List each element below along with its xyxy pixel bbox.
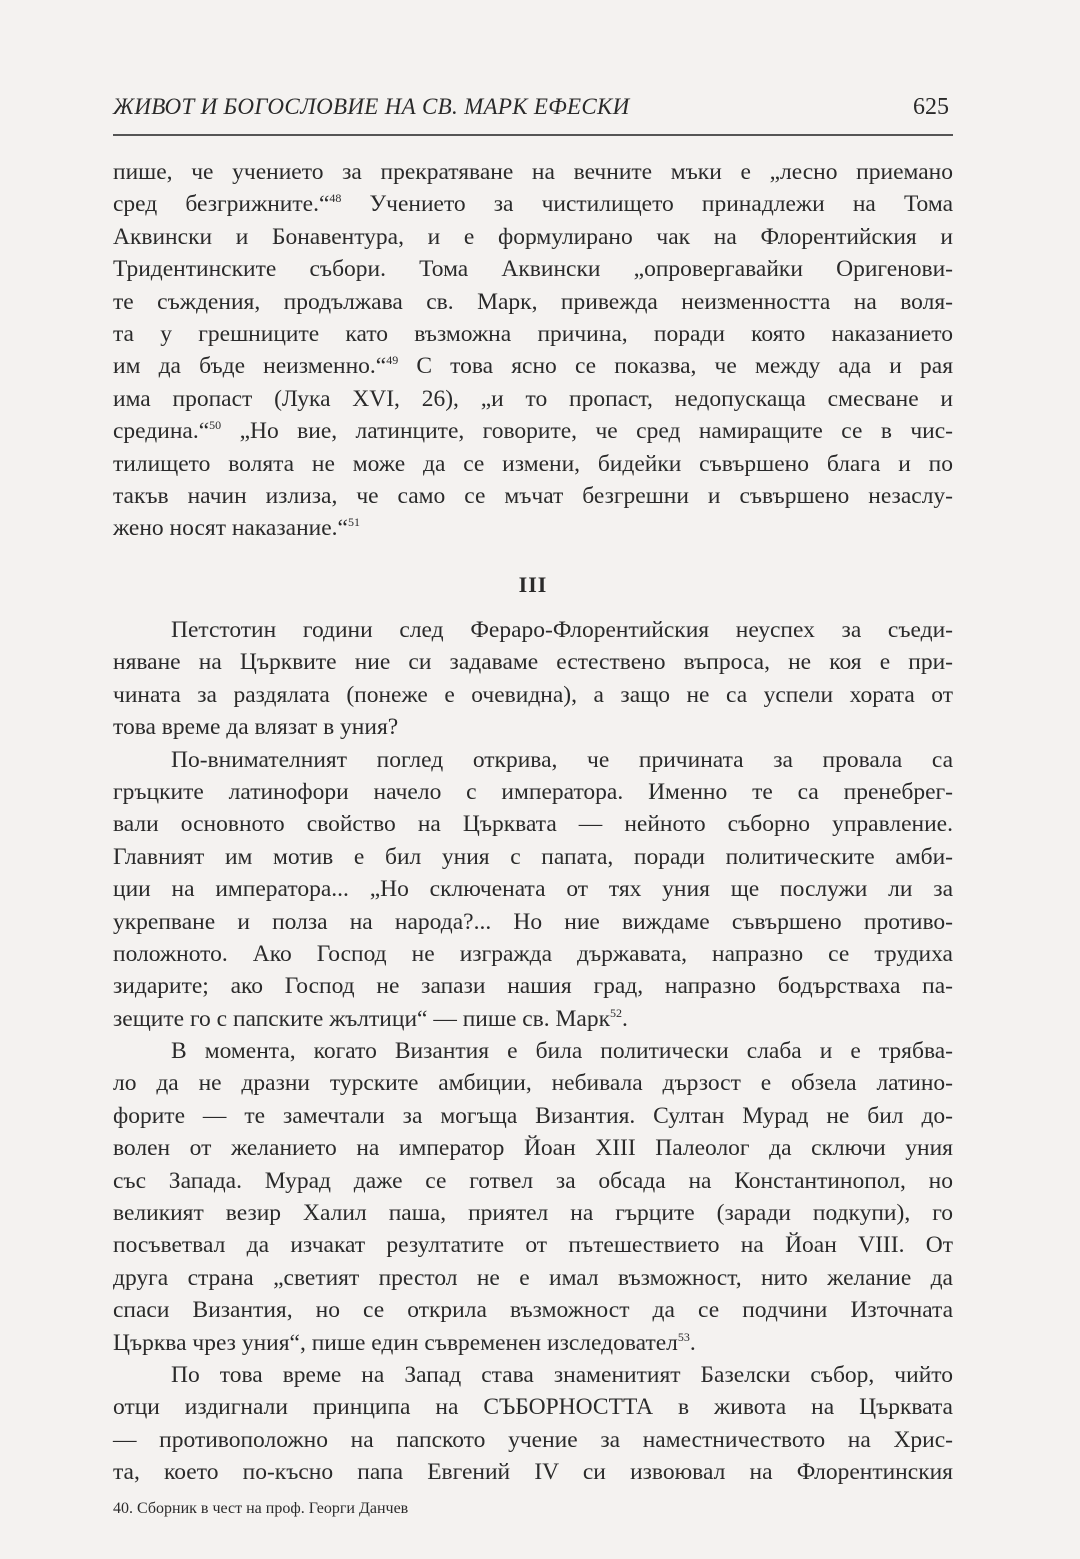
text-line [113,1229,953,1261]
text-line [113,415,953,447]
line-text-after-ref: С това ясно се показва, че между ада и рая [398,353,953,380]
text-line [113,1262,953,1294]
text-line [113,1424,953,1456]
line-text: гръцките латинофори начело с императора. Именно те са пренебрег- [113,778,953,805]
line-text: зидарите; ако Господ не запази нашия град, напразно бодърстваха па- [113,973,953,1000]
paragraph-4 [113,1035,953,1359]
text-line [113,1035,953,1067]
text-line [113,1327,953,1359]
text-line [113,1391,953,1423]
line-text: волен от желанието на император Йоан XIII Палеолог да сключи уния [113,1135,953,1162]
line-text: отци издигнали принципа на СЪБОРНОСТТА в живота на Църквата [113,1394,953,1421]
text-line [113,938,953,970]
line-text: посъветвал да изчакат резултатите от пътешествието на Йоан VIII. От [113,1232,953,1259]
text-line [113,711,953,743]
footnote-ref[interactable]: 51 [347,515,360,530]
paragraph-3 [113,744,953,1036]
line-text: По-внимателният поглед открива, че причината за провала са [171,746,953,773]
line-text: — противоположно на папското учение за наместничеството на Хрис- [113,1426,953,1453]
line-text: жено носят наказание.“ [113,515,348,542]
text-line [113,808,953,840]
line-text: сред безгрижните.“ [113,191,330,218]
text-line [113,1359,953,1391]
text-line [113,1165,953,1197]
text-line [113,1456,953,1488]
line-text: няване на Църквите ние си задаваме естествено въпроса, не коя е при- [113,649,953,676]
line-text: ло да не дразни турските амбиции, небивала дързост е обзела латино- [113,1070,953,1097]
text-line [113,286,953,318]
line-text: та, което по-късно папа Евгений IV си извоювал на Флорентинския [113,1459,953,1486]
line-text: зещите го с папските жълтици“ — пише св. Марк [113,1005,611,1032]
section-heading: III [518,572,548,597]
paragraph-5 [113,1359,953,1489]
running-header [113,94,953,136]
footnote-ref[interactable]: 48 [329,191,342,206]
line-text: със Запада. Мурад даже се готвел за обсада на Константинопол, но [113,1167,953,1194]
line-text: те съждения, продължава св. Марк, привежда неизменността на воля- [113,288,953,315]
line-text: вали основното свойство на Църквата — нейното съборно управление. [113,811,953,838]
text-line [113,1197,953,1229]
footnote-ref[interactable]: 49 [386,353,399,368]
line-text: Църква чрез уния“, пише един съвременен изследовател [113,1329,678,1356]
running-title: ЖИВОТ И БОГОСЛОВИЕ НА СВ. МАРК ЕФЕСКИ [113,94,630,119]
line-text-after-ref: . [622,1005,628,1032]
line-text-after-ref: „Но вие, латинците, говорите, че сред намиращите се в чис- [221,418,953,445]
text-line [113,646,953,678]
text-line [113,970,953,1002]
footnote-ref[interactable]: 52 [610,1005,623,1020]
text-line [113,1100,953,1132]
line-text: Главният им мотив е бил уния с папата, поради политическите амби- [113,843,953,870]
text-line [113,253,953,285]
footnote-ref[interactable]: 53 [677,1329,690,1344]
paragraph-2 [113,614,953,744]
text-line [113,679,953,711]
line-text: има пропаст (Лука XVI, 26), „и то пропаст, недопускаща смесване и [113,385,953,412]
text-line [113,512,953,544]
line-text: форите — те замечтали за могъща Византия. Султан Мурад не бил до- [113,1102,953,1129]
line-text: ции на императора... „Но сключената от тях уния ще послужи ли за [113,876,953,903]
text-line [113,221,953,253]
line-text: средина.“ [113,418,210,445]
line-text: великият везир Халил паша, приятел на гърците (заради подкупи), го [113,1200,953,1227]
text-line [113,873,953,905]
line-text: положното. Ако Господ не изгражда държавата, напразно се трудиха [113,940,953,967]
text-line [113,906,953,938]
text-line [113,383,953,415]
text-line [113,188,953,220]
text-line [113,1003,953,1035]
text-line [113,1132,953,1164]
footnote-ref[interactable]: 50 [209,418,222,433]
text-line [113,156,953,188]
line-text: пише, че учението за прекратяване на вечните мъки е „лесно приемано [113,159,953,185]
line-text: чината за раздялата (понеже е очевидна), а защо не са успели хората от [113,681,953,708]
section-body [113,614,953,1489]
line-text: друга страна „светият престол не е имал възможност, нито желание да [113,1264,953,1291]
text-line [113,318,953,350]
text-line [113,1067,953,1099]
text-line [113,448,953,480]
text-line [113,350,953,382]
line-text: спаси Византия, но се открила възможност да се подчини Източната [113,1297,953,1324]
line-text: По това време на Запад става знаменитият Базелски събор, чийто [171,1361,953,1388]
text-line [113,1294,953,1326]
paragraph-1 [113,156,953,545]
text-line [113,480,953,512]
line-text: Аквински и Бонавентура, и е формулирано чак на Флорентийския и [113,223,953,250]
line-text: такъв начин излиза, че само се мъчат безгрешни и съвършено незаслу- [113,482,953,509]
page-number: 625 [913,94,949,120]
line-text: В момента, когато Византия е била политически слаба и е трябва- [171,1038,953,1065]
line-text: укрепване и полза на народа?... Но ние виждаме съвършено противо- [113,908,953,935]
line-text: та у грешниците като възможна причина, поради която наказанието [113,320,953,347]
line-text: това време да влязат в уния? [113,714,399,741]
text-line [113,614,953,646]
line-text: Петстотин години след Фераро-Флорентийския неуспех за съеди- [171,617,953,643]
line-text-after-ref: Учението за чистилището принадлежи на Тома [341,191,953,218]
text-line [113,776,953,808]
text-line [113,841,953,873]
footer-signature: 40. Сборник в чест на проф. Георги Данчев [113,1500,409,1517]
line-text: Тридентинските събори. Тома Аквински „опровергавайки Оригенови- [113,256,953,283]
line-text: тилището волята не може да се измени, бидейки съвършено блага и по [113,450,953,477]
line-text-after-ref: . [689,1329,696,1356]
line-text: им да бъде неизменно.“ [113,353,387,380]
text-line [113,744,953,776]
